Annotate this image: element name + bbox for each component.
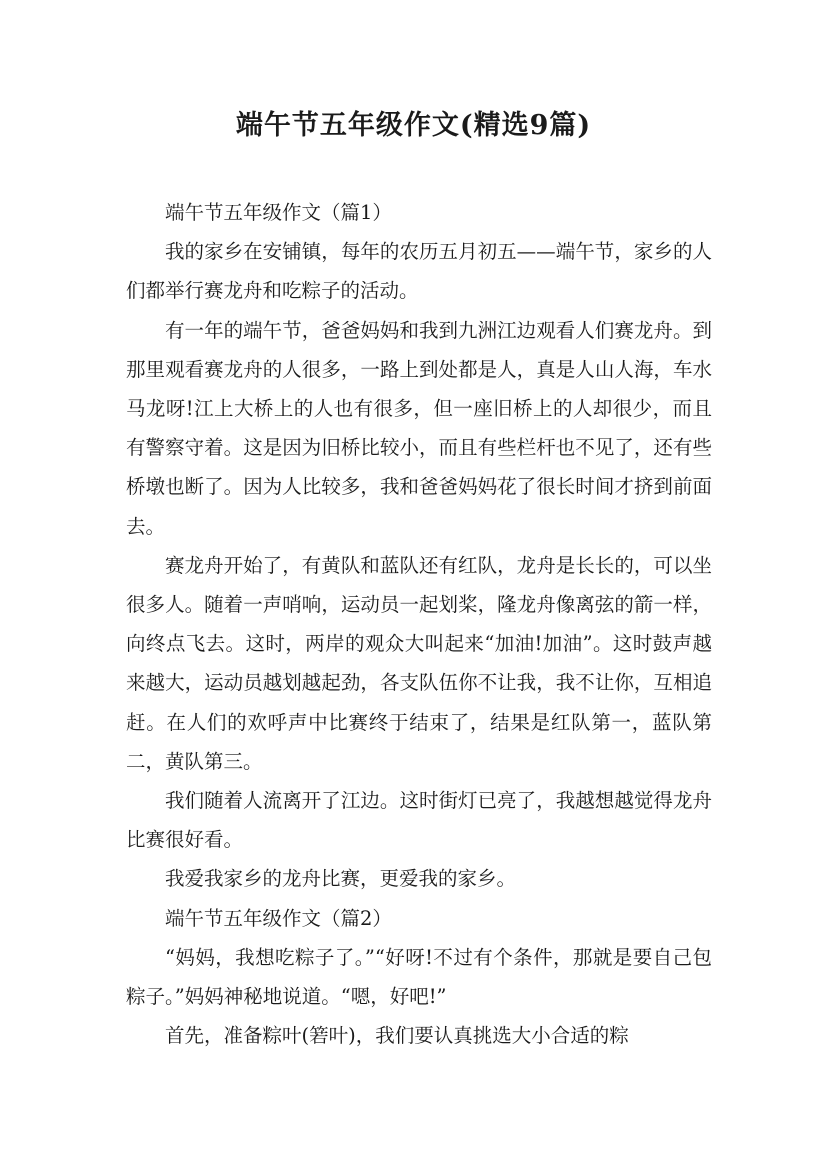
paragraph: 有一年的端午节，爸爸妈妈和我到九洲江边观看人们赛龙舟。到那里观看赛龙舟的人很多，一路上到处都是人，真是人山人海，车水马龙呀!江上大桥上的人也有很多，但一座旧桥上的人却很少，而且有警察守着。这是因为旧桥比较小，而且有些栏杆也不见了，还有些桥墩也断了。因为人比较多，我和爸爸妈妈花了很长时间才挤到前面去。	[126, 318, 712, 538]
section-heading-2: 端午节五年级作文（篇2）	[165, 906, 392, 930]
document-title: 端午节五年级作文(精选9篇)	[235, 110, 592, 141]
paragraph: 我爱我家乡的龙舟比赛，更爱我的家乡。	[165, 867, 517, 891]
paragraph: 我们随着人流离开了江边。这时街灯已亮了，我越想越觉得龙舟比赛很好看。	[126, 789, 712, 852]
paragraph: “妈妈，我想吃粽子了。”“好呀!不过有个条件，那就是要自己包粽子。”妈妈神秘地说道。“嗯，好吧!”	[126, 945, 712, 1009]
paragraph: 首先，准备粽叶(箬叶)，我们要认真挑选大小合适的粽	[165, 1024, 629, 1048]
paragraph: 我的家乡在安铺镇，每年的农历五月初五——端午节，家乡的人们都举行赛龙舟和吃粽子的活动。	[126, 240, 712, 303]
document-body	[126, 193, 712, 1055]
paragraph: 赛龙舟开始了，有黄队和蓝队还有红队，龙舟是长长的，可以坐很多人。随着一声哨响，运动员一起划桨，隆龙舟像离弦的箭一样，向终点飞去。这时，两岸的观众大叫起来“加油!加油”。这时鼓声越来越大，运动员越划越起劲，各支队伍你不让我，我不让你，互相追赶。在人们的欢呼声中比赛终于结束了，结果是红队第一，蓝队第二，黄队第三。	[126, 553, 712, 773]
section-heading-1: 端午节五年级作文（篇1）	[165, 201, 392, 224]
